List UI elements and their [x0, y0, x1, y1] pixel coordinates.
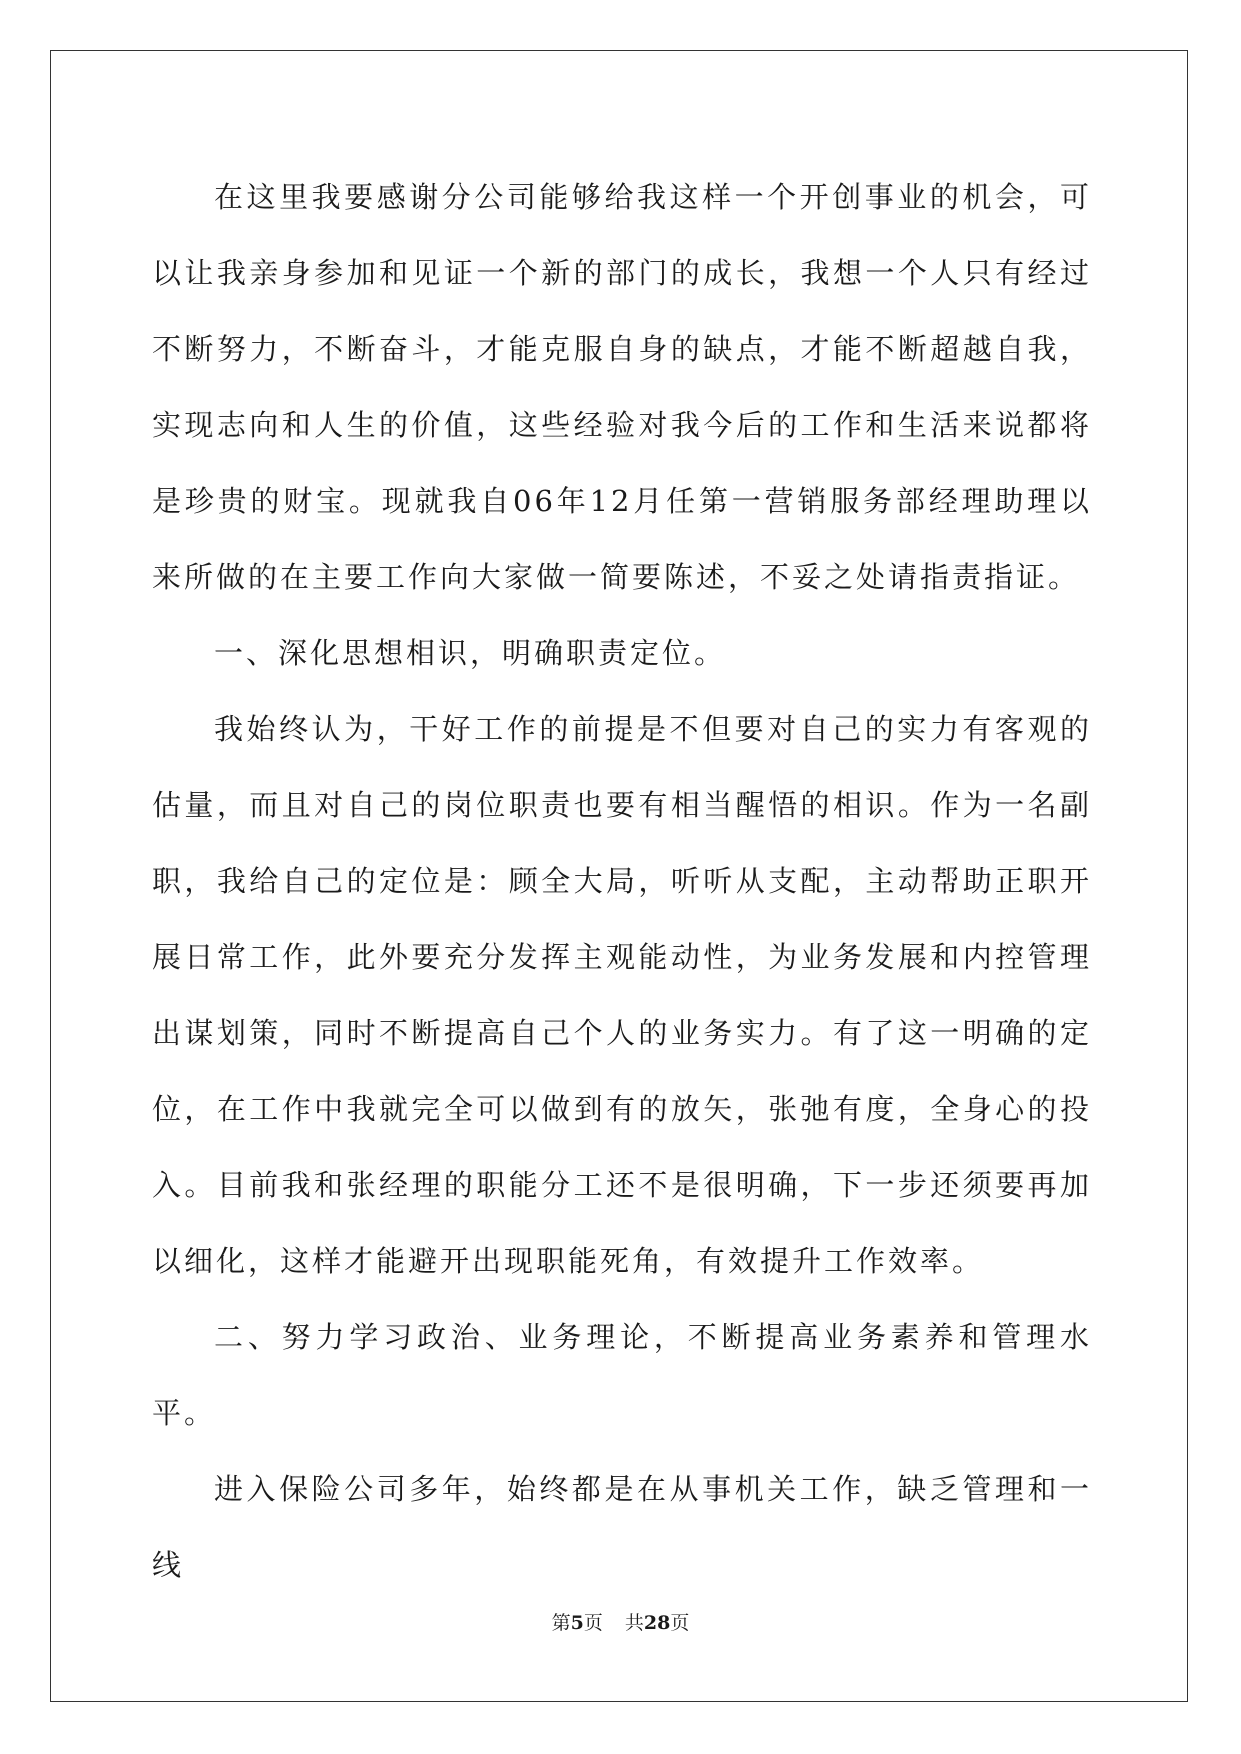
page-number: 5: [570, 1612, 584, 1634]
heading-section-1: 一、深化思想相识，明确职责定位。: [214, 636, 727, 670]
page-suffix: 页: [583, 1612, 603, 1634]
heading-section-2: 二、努力学习政治、业务理论，不断提高业务素养和管理水平。: [152, 1320, 1092, 1430]
page-prefix: 第: [551, 1612, 571, 1634]
paragraph-section-2: 进入保险公司多年，始终都是在从事机关工作，缺乏管理和一线: [152, 1472, 1092, 1582]
total-suffix: 页: [670, 1612, 690, 1634]
paragraph-intro: 在这里我要感谢分公司能够给我这样一个开创事业的机会，可以让我亲身参加和见证一个新的部门的成长，我想一个人只有经过不断努力，不断奋斗，才能克服自身的缺点，才能不断超越自我，实现志向和人生的价值，这些经验对我今后的工作和生活来说都将是珍贵的财宝。现就我自06年12月任第一营销服务部经理助理以来所做的在主要工作向大家做一简要陈述，不妥之处请指责指证。: [152, 180, 1092, 594]
paragraph-section-1: 我始终认为，干好工作的前提是不但要对自己的实力有客观的估量，而且对自己的岗位职责也要有相当醒悟的相识。作为一名副职，我给自己的定位是：顾全大局，听听从支配，主动帮助正职开展日常工作，此外要充分发挥主观能动性，为业务发展和内控管理出谋划策，同时不断提高自己个人的业务实力。有了这一明确的定位，在工作中我就完全可以做到有的放矢，张弛有度，全身心的投入。目前我和张经理的职能分工还不是很明确，下一步还须要再加以细化，这样才能避开出现职能死角，有效提升工作效率。: [152, 712, 1092, 1278]
page-footer: [0, 1608, 1241, 1635]
total-pages: 28: [643, 1612, 671, 1634]
document-body: [152, 159, 1092, 1603]
total-prefix: 共: [624, 1612, 644, 1634]
